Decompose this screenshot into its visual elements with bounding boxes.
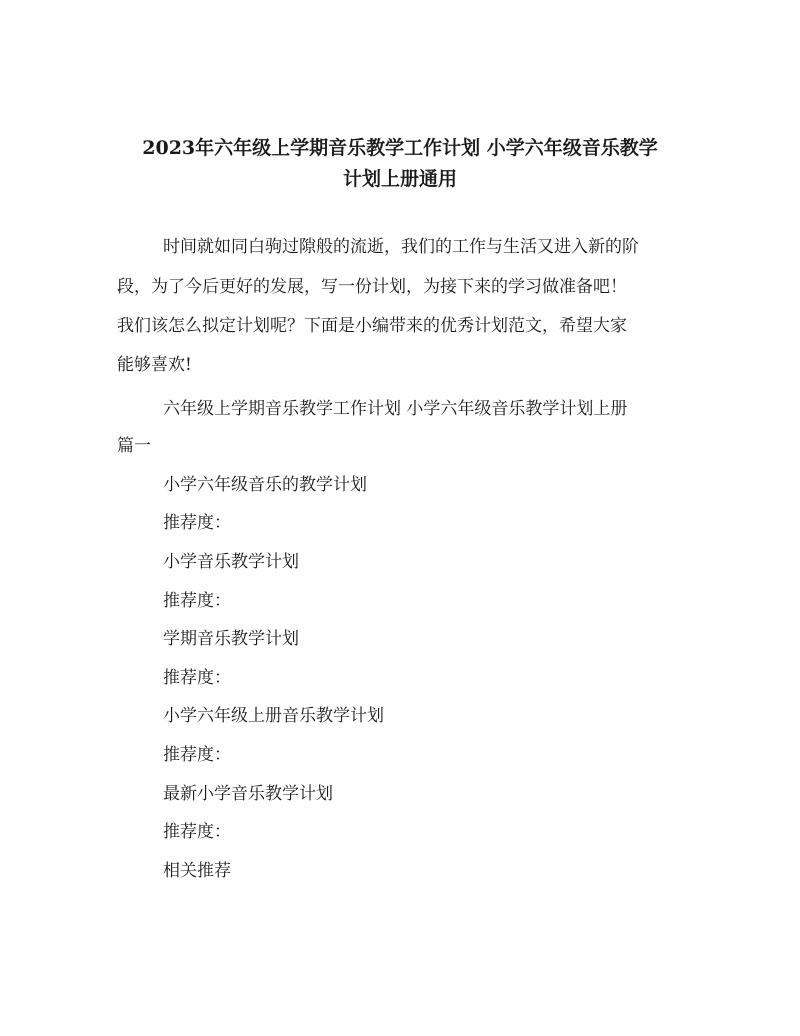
section-heading-line-2: 篇一 <box>117 436 151 456</box>
section-heading-line-1: 六年级上学期音乐教学工作计划 小学六年级音乐教学计划上册 <box>163 399 628 419</box>
intro-line-4: 能够喜欢! <box>117 355 192 375</box>
document-title-line-1: 2023年六年级上学期音乐教学工作计划 小学六年级音乐教学 <box>142 137 658 159</box>
list-item: 最新小学音乐教学计划 <box>163 784 333 804</box>
intro-line-1: 时间就如同白驹过隙般的流逝，我们的工作与生活又进入新的阶 <box>163 237 639 257</box>
list-item: 推荐度： <box>163 822 231 842</box>
document-title-line-2: 计划上册通用 <box>342 168 457 190</box>
list-item: 推荐度： <box>163 745 231 765</box>
list-item: 推荐度： <box>163 668 231 688</box>
list-item: 推荐度： <box>163 591 231 611</box>
list-item: 推荐度： <box>163 513 231 533</box>
related-recommendations-heading: 相关推荐 <box>163 861 231 881</box>
list-item: 学期音乐教学计划 <box>163 629 299 649</box>
list-item: 小学音乐教学计划 <box>163 552 299 572</box>
intro-line-2: 段，为了今后更好的发展，写一份计划，为接下来的学习做准备吧！ <box>117 277 627 297</box>
list-item: 小学六年级上册音乐教学计划 <box>163 706 384 726</box>
intro-line-3: 我们该怎么拟定计划呢？下面是小编带来的优秀计划范文，希望大家 <box>117 316 627 336</box>
list-item: 小学六年级音乐的教学计划 <box>163 475 367 495</box>
